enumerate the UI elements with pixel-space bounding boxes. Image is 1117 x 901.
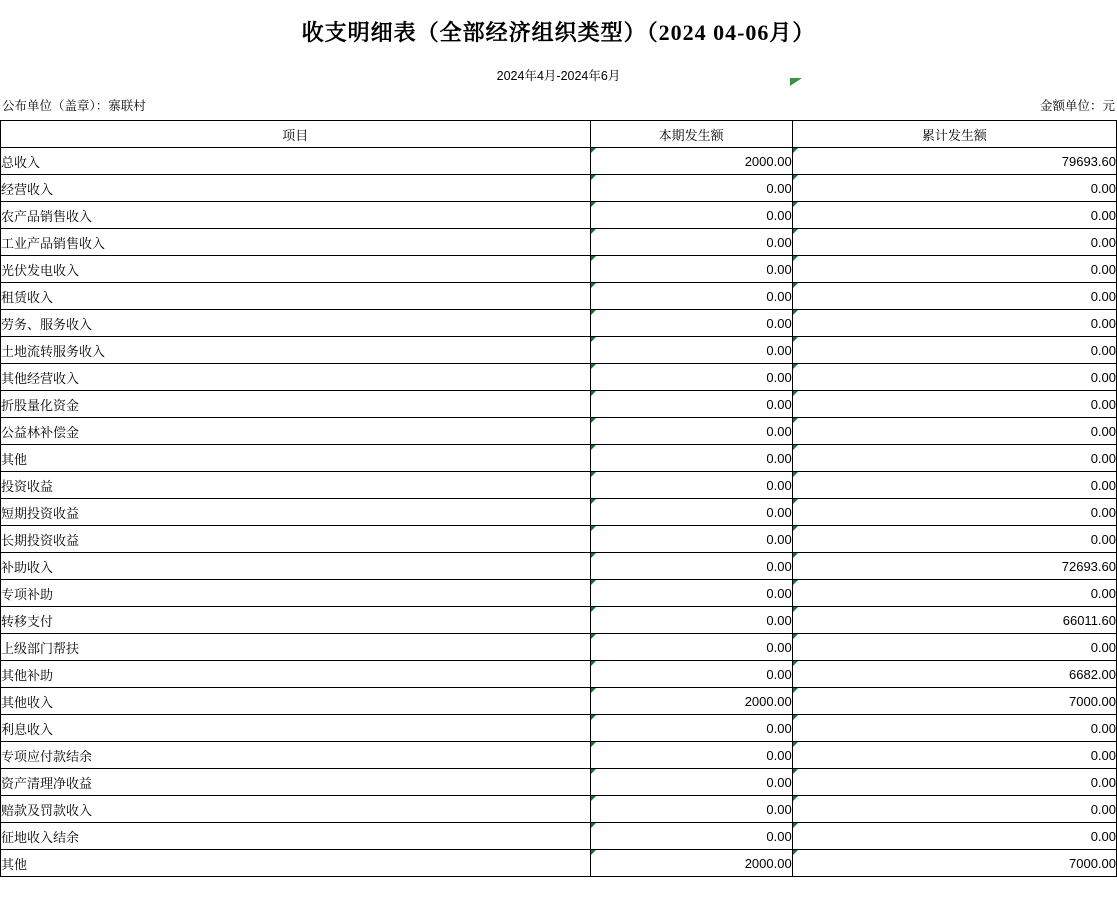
- table-row: [1, 634, 1117, 661]
- row-label: 专项补助: [1, 580, 591, 607]
- row-label: 租赁收入: [1, 283, 591, 310]
- table-row: [1, 823, 1117, 850]
- row-accumulated-amount: 0.00: [792, 310, 1116, 337]
- table-row: [1, 391, 1117, 418]
- income-expense-table: [0, 120, 1117, 877]
- table-row: [1, 769, 1117, 796]
- row-current-amount: 0.00: [590, 310, 792, 337]
- row-accumulated-amount: 0.00: [792, 742, 1116, 769]
- row-current-amount: 0.00: [590, 472, 792, 499]
- table-row: [1, 202, 1117, 229]
- table-row: [1, 607, 1117, 634]
- publisher-label: 公布单位（盖章）：寨联村: [2, 99, 146, 114]
- currency-unit-label: 金额单位：元: [1039, 99, 1115, 114]
- page-title: 收支明细表（全部经济组织类型）（2024 04-06月）: [301, 20, 816, 45]
- row-current-amount: 0.00: [590, 553, 792, 580]
- row-label: 征地收入结余: [1, 823, 591, 850]
- row-accumulated-amount: 0.00: [792, 715, 1116, 742]
- table-row: [1, 364, 1117, 391]
- row-current-amount: 0.00: [590, 418, 792, 445]
- row-accumulated-amount: 0.00: [792, 337, 1116, 364]
- row-label: 其他: [1, 850, 591, 877]
- row-current-amount: 0.00: [590, 607, 792, 634]
- table-row: [1, 688, 1117, 715]
- row-label: 其他补助: [1, 661, 591, 688]
- row-label: 光伏发电收入: [1, 256, 591, 283]
- table-row: [1, 472, 1117, 499]
- row-current-amount: 0.00: [590, 283, 792, 310]
- table-row: [1, 229, 1117, 256]
- row-label: 赔款及罚款收入: [1, 796, 591, 823]
- column-header-accumulated: 累计发生额: [792, 121, 1116, 148]
- table-row: [1, 526, 1117, 553]
- table-row: [1, 715, 1117, 742]
- date-range-subtitle: 2024年4月-2024年6月: [496, 69, 621, 84]
- row-label: 折股量化资金: [1, 391, 591, 418]
- row-label: 其他: [1, 445, 591, 472]
- row-accumulated-amount: 79693.60: [792, 148, 1116, 175]
- row-accumulated-amount: 66011.60: [792, 607, 1116, 634]
- row-accumulated-amount: 0.00: [792, 580, 1116, 607]
- table-row: [1, 175, 1117, 202]
- row-current-amount: 0.00: [590, 175, 792, 202]
- row-label: 土地流转服务收入: [1, 337, 591, 364]
- row-accumulated-amount: 0.00: [792, 229, 1116, 256]
- row-accumulated-amount: 72693.60: [792, 553, 1116, 580]
- row-current-amount: 0.00: [590, 715, 792, 742]
- row-current-amount: 0.00: [590, 364, 792, 391]
- row-accumulated-amount: 0.00: [792, 769, 1116, 796]
- row-label: 其他经营收入: [1, 364, 591, 391]
- row-label: 利息收入: [1, 715, 591, 742]
- row-label: 公益林补偿金: [1, 418, 591, 445]
- column-header-item: 项目: [1, 121, 591, 148]
- row-current-amount: 0.00: [590, 337, 792, 364]
- row-accumulated-amount: 0.00: [792, 175, 1116, 202]
- row-accumulated-amount: 0.00: [792, 418, 1116, 445]
- row-accumulated-amount: 0.00: [792, 364, 1116, 391]
- row-accumulated-amount: 6682.00: [792, 661, 1116, 688]
- row-accumulated-amount: 7000.00: [792, 688, 1116, 715]
- table-row: [1, 796, 1117, 823]
- row-accumulated-amount: 0.00: [792, 472, 1116, 499]
- row-current-amount: 0.00: [590, 769, 792, 796]
- row-label: 经营收入: [1, 175, 591, 202]
- row-current-amount: 0.00: [590, 526, 792, 553]
- row-current-amount: 2000.00: [590, 688, 792, 715]
- row-accumulated-amount: 0.00: [792, 256, 1116, 283]
- row-current-amount: 0.00: [590, 742, 792, 769]
- table-row: [1, 850, 1117, 877]
- table-body: [1, 148, 1117, 877]
- row-accumulated-amount: 0.00: [792, 445, 1116, 472]
- row-current-amount: 0.00: [590, 661, 792, 688]
- row-current-amount: 0.00: [590, 229, 792, 256]
- row-label: 投资收益: [1, 472, 591, 499]
- row-current-amount: 0.00: [590, 823, 792, 850]
- row-current-amount: 2000.00: [590, 148, 792, 175]
- meta-row: [0, 94, 1117, 116]
- row-accumulated-amount: 0.00: [792, 634, 1116, 661]
- row-label: 工业产品销售收入: [1, 229, 591, 256]
- row-current-amount: 0.00: [590, 499, 792, 526]
- row-label: 劳务、服务收入: [1, 310, 591, 337]
- row-current-amount: 0.00: [590, 796, 792, 823]
- row-label: 转移支付: [1, 607, 591, 634]
- table-row: [1, 148, 1117, 175]
- row-current-amount: 0.00: [590, 391, 792, 418]
- row-accumulated-amount: 7000.00: [792, 850, 1116, 877]
- row-label: 专项应付款结余: [1, 742, 591, 769]
- row-current-amount: 0.00: [590, 202, 792, 229]
- row-accumulated-amount: 0.00: [792, 823, 1116, 850]
- row-label: 总收入: [1, 148, 591, 175]
- table-header-row: [1, 121, 1117, 148]
- row-current-amount: 0.00: [590, 580, 792, 607]
- row-accumulated-amount: 0.00: [792, 202, 1116, 229]
- row-label: 上级部门帮扶: [1, 634, 591, 661]
- table-row: [1, 742, 1117, 769]
- row-current-amount: 2000.00: [590, 850, 792, 877]
- table-row: [1, 337, 1117, 364]
- green-marker-icon: [790, 78, 802, 86]
- row-accumulated-amount: 0.00: [792, 796, 1116, 823]
- table-row: [1, 310, 1117, 337]
- row-accumulated-amount: 0.00: [792, 391, 1116, 418]
- row-label: 长期投资收益: [1, 526, 591, 553]
- table-row: [1, 418, 1117, 445]
- row-label: 资产清理净收益: [1, 769, 591, 796]
- row-accumulated-amount: 0.00: [792, 526, 1116, 553]
- table-row: [1, 580, 1117, 607]
- row-accumulated-amount: 0.00: [792, 283, 1116, 310]
- row-label: 补助收入: [1, 553, 591, 580]
- table-row: [1, 283, 1117, 310]
- table-row: [1, 499, 1117, 526]
- row-label: 短期投资收益: [1, 499, 591, 526]
- table-row: [1, 445, 1117, 472]
- row-label: 其他收入: [1, 688, 591, 715]
- row-label: 农产品销售收入: [1, 202, 591, 229]
- row-current-amount: 0.00: [590, 634, 792, 661]
- column-header-current: 本期发生额: [590, 121, 792, 148]
- row-current-amount: 0.00: [590, 445, 792, 472]
- row-current-amount: 0.00: [590, 256, 792, 283]
- table-row: [1, 553, 1117, 580]
- table-row: [1, 661, 1117, 688]
- table-row: [1, 256, 1117, 283]
- row-accumulated-amount: 0.00: [792, 499, 1116, 526]
